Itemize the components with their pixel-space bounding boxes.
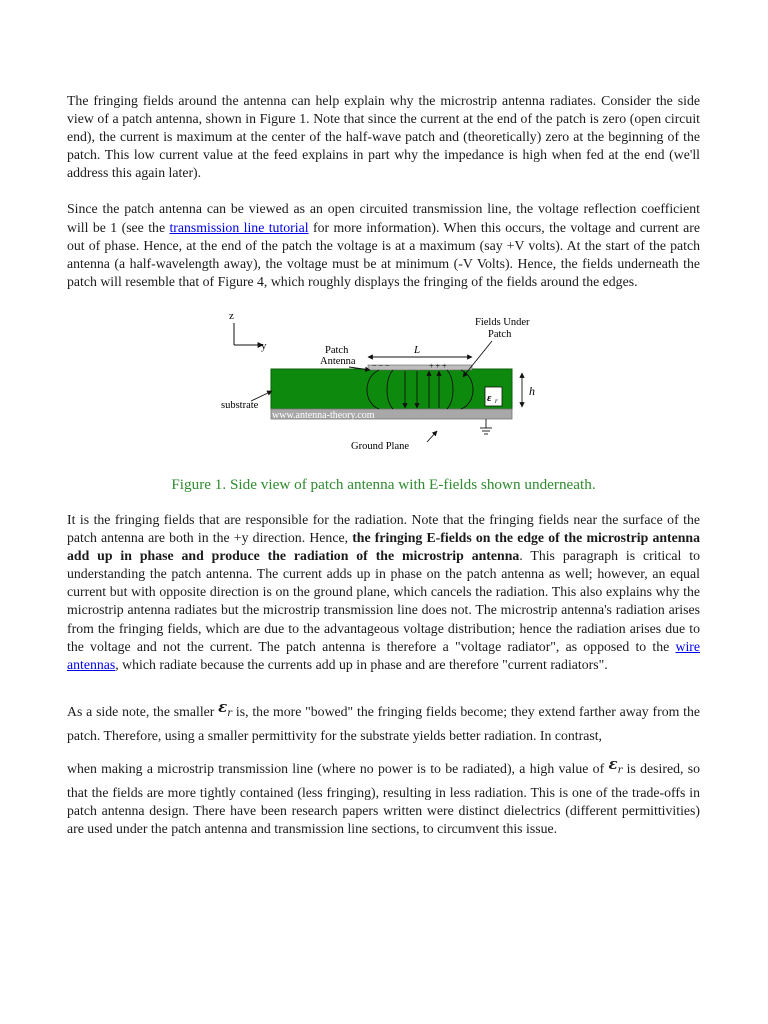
y-axis-label: y [261,339,267,352]
paragraph-radiation-explanation [67,511,700,674]
epsilon-subscript: r [617,764,623,776]
article-body [67,92,700,838]
paragraph-text: As a side note, the smaller [67,703,219,719]
spacer [67,745,700,759]
length-label: L [414,343,421,356]
ground-plane-arrow [427,431,437,442]
paragraph-text: for more information). When this occurs, the voltage and current are out of phase. Hence, at the end of the patch the voltage is at a maximum (say +V volts). At the start of the patch antenna (a half-wavelength away), the voltage must be at minimum (-V Volts). Hence, the fields underneath the patch will resemble that of Figure 4, which roughly displays the fringing of the fields around the edges. [67,219,701,289]
patch-antenna-diagram [67,307,700,467]
epsilon-r-symbol [608,754,623,776]
ground-symbol [480,419,492,434]
minus-signs: − − − [372,361,390,371]
ground-plane-label: Ground Plane [351,440,410,452]
z-axis-label: z [229,309,234,322]
paragraph-permittivity-note [67,697,700,839]
paragraph-text: is, the more "bowed" the fringing fields become; they extend farther away from the patch. Therefore, using a smaller permittivity for the substrate yields better radiation. In contrast, [67,703,700,743]
substrate-block [271,369,512,409]
epsilon-symbol: ε [487,391,492,404]
plus-signs: + + + [429,361,447,371]
paragraph-text: Since the patch antenna can be viewed as an open circuited transmission line, the voltage reflection coefficient will be 1 (see the [67,201,700,235]
epsilon-subscript: r [495,396,498,405]
transmission-line-tutorial-link[interactable]: transmission line tutorial [169,219,309,235]
epsilon-r-symbol [218,697,233,719]
paragraph-text: It is the fringing fields that are responsible for the radiation. Note that the fringing fields near the surface of the patch antenna are both in the +y direction. Hence, [67,511,700,546]
fields-label-line2: Patch [488,328,512,340]
paragraph-fringing-intro: The fringing fields around the antenna can help explain why the microstrip antenna radiates. Consider the side view of a patch antenna, shown in Figure 1. Note that since the current at the end of the patch is zero (open circuit end), the current is maximum at the center of the half-wave patch and (theoretically) zero at the beginning of the patch. This low current value at the feed explains in part why the impedance is high when fed at the end (we'll address this again later). [67,93,700,181]
paragraph-text: , which radiate because the currents add up in phase and are therefore "current radiators". [115,656,608,672]
key-statement: the fringing E-fields on the edge of the microstrip antenna add up in phase and produce the radiation of the microstrip antenna [67,530,700,564]
figure-caption: Figure 1. Side view of patch antenna with E-fields shown underneath. [171,475,596,493]
paragraph-text: is desired, so that the fields are more tightly contained (less fringing), resulting in less radiation. This is one of the trade-offs in patch antenna design. There have been research papers written were distinct dielectrics (different permittivities) are used under the patch antenna and transmission line sections, to circumvent this issue. [67,760,700,837]
axis-indicator [229,310,267,352]
figure-patch-side-view [67,307,700,467]
height-label: h [529,383,535,398]
patch-label-line1: Patch [325,344,349,356]
epsilon-glyph: ε [218,697,228,716]
epsilon-subscript: r [227,707,233,719]
fields-label-line1: Fields Under [475,316,530,328]
substrate-label: substrate [221,399,259,411]
wire-antennas-link[interactable]: wire antennas [67,638,700,672]
substrate-label-arrow [251,391,272,401]
paragraph-text: . This paragraph is critical to understanding the patch antenna. The current adds up in phase on the patch antenna as well; however, an equal current but with opposite direction is on the ground plane, which cancels the radiation. This also explains why the microstrip antenna radiates but the microstrip transmission line does not. The microstrip antenna's radiation arises from the fringing fields, which are due to the advantageous voltage distribution; hence the radiation arises due to the voltage and not the current. The patch antenna is therefore a "voltage radiator", as opposed to the [67,548,700,654]
epsilon-glyph: ε [608,754,618,773]
watermark-text: www.antenna-theory.com [272,409,375,421]
paragraph-text: when making a microstrip transmission line (where no power is to be radiated), a high value of [67,760,609,776]
patch-label-line2: Antenna [320,355,356,367]
paragraph-voltage-reflection [67,200,700,290]
